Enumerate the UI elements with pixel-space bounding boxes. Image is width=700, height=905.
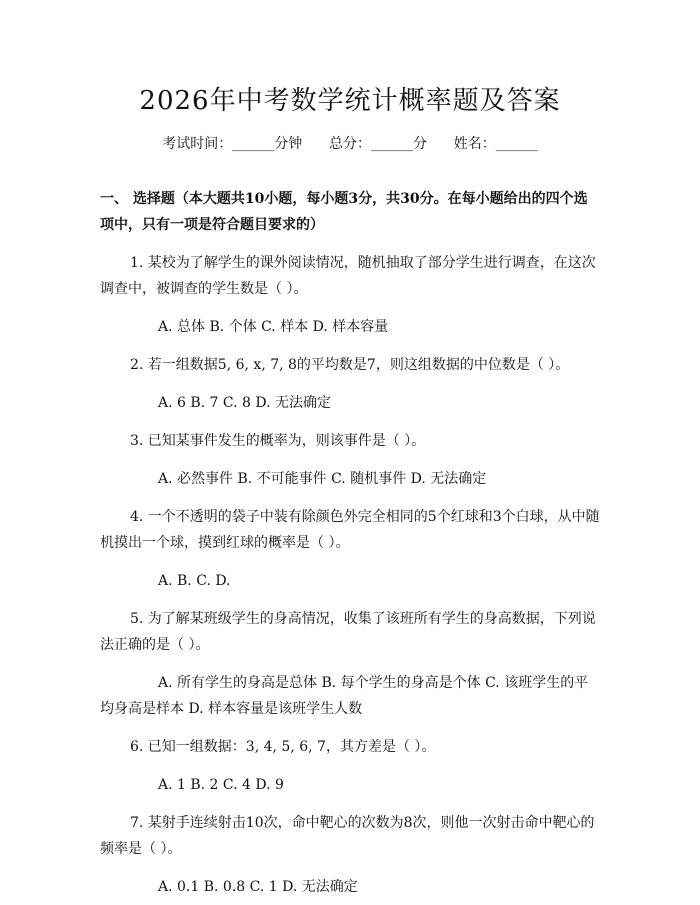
question-options: A. 总体 B. 个体 C. 样本 D. 样本容量 (158, 319, 389, 335)
exam-meta (100, 134, 600, 154)
question-1 (100, 250, 600, 340)
question-options: A. 必然事件 B. 不可能事件 C. 随机事件 D. 无法确定 (158, 471, 487, 487)
question-options: A. 6 B. 7 C. 8 D. 无法确定 (158, 395, 332, 411)
total-score-label: 总分：______分 (329, 136, 427, 152)
question-4 (100, 504, 600, 594)
exam-time-label: 考试时间：______分钟 (162, 136, 303, 152)
question-stem: 3. 已知某事件发生的概率为，则该事件是（ ）。 (130, 433, 426, 449)
question-stem: 6. 已知一组数据：3, 4, 5, 6, 7，其方差是（ ）。 (130, 739, 436, 755)
question-3 (100, 428, 600, 492)
name-label: 姓名：______ (453, 136, 538, 152)
question-5 (100, 606, 600, 722)
question-stem: 7. 某射手连续射击10次，命中靶心的次数为8次，则他一次射击命中靶心的频率是（ ）。 (100, 815, 595, 857)
question-options: A. B. C. D. (158, 573, 231, 589)
question-options: A. 所有学生的身高是总体 B. 每个学生的身高是个体 C. 该班学生的平均身高是样本 D. 样本容量是该班学生人数 (100, 675, 589, 717)
question-stem: 2. 若一组数据5, 6, x, 7, 8的平均数是7，则这组数据的中位数是（ ）。 (130, 357, 570, 373)
question-stem: 5. 为了解某班级学生的身高情况，收集了该班所有学生的身高数据，下列说法正确的是（ ）。 (100, 611, 596, 653)
question-options: A. 1 B. 2 C. 4 D. 9 (158, 777, 284, 793)
page-title: 2026年中考数学统计概率题及答案 (139, 86, 561, 116)
question-7 (100, 810, 600, 900)
question-2 (100, 352, 600, 416)
question-stem: 1. 某校为了解学生的课外阅读情况，随机抽取了部分学生进行调查，在这次调查中，被调查的学生数是（ ）。 (100, 255, 596, 297)
question-options: A. 0.1 B. 0.8 C. 1 D. 无法确定 (158, 879, 358, 895)
section-heading-choice: 一、 选择题（本大题共10小题，每小题3分，共30分。在每小题给出的四个选项中，只有一项是符合题目要求的） (100, 191, 588, 233)
question-6 (100, 734, 600, 798)
question-stem: 4. 一个不透明的袋子中装有除颜色外完全相同的5个红球和3个白球，从中随机摸出一个球，摸到红球的概率是（ ）。 (100, 509, 600, 551)
